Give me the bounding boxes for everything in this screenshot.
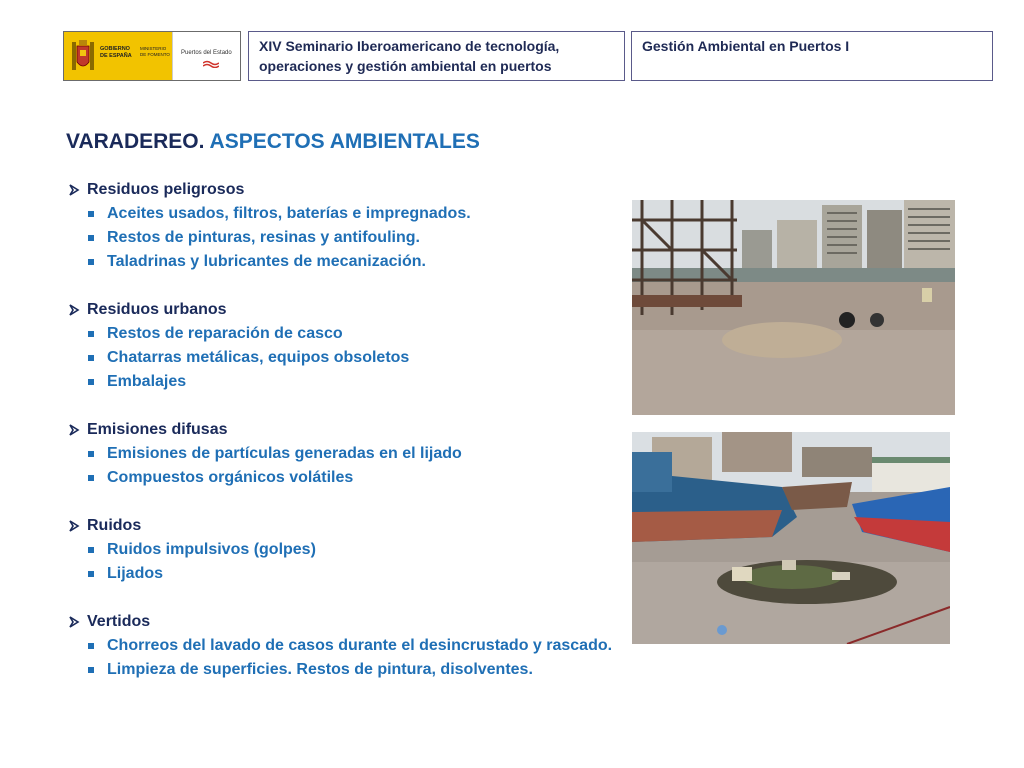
square-bullet-icon [88,259,94,265]
slide-title-part1: VARADEREO. [66,130,205,153]
list-item: Emisiones de partículas generadas en el lijado [68,442,668,466]
arrow-bullet-icon [68,423,82,437]
module-title: Gestión Ambiental en Puertos I [642,38,850,54]
puertos-logo-panel [172,32,240,80]
section-heading: Residuos urbanos [87,301,227,318]
list-item: Chatarras metálicas, equipos obsoletos [68,346,668,370]
seminar-title-line1: XIV Seminario Iberoamericano de tecnología, [259,38,560,54]
list-item: Restos de reparación de casco [68,322,668,346]
puertos-text: Puertos del Estado [181,50,232,56]
square-bullet-icon [88,379,94,385]
section-emisiones-difusas [68,418,668,490]
list-item: Chorreos del lavado de casos durante el desincrustado y rascado. [68,634,668,658]
square-bullet-icon [88,451,94,457]
square-bullet-icon [88,331,94,337]
list-item: Compuestos orgánicos volátiles [68,466,668,490]
list-item: Lijados [68,562,668,586]
list-item: Aceites usados, filtros, baterías e impregnados. [68,202,668,226]
arrow-bullet-icon [68,303,82,317]
section-ruidos [68,514,668,586]
section-heading: Ruidos [87,517,142,534]
list-item: Restos de pinturas, resinas y antifouling. [68,226,668,250]
square-bullet-icon [88,211,94,217]
puertos-wave-icon [203,60,219,68]
arrow-bullet-icon [68,183,82,197]
gobierno-text: GOBIERNO DE ESPAÑA [100,46,132,59]
list-item: Ruidos impulsivos (golpes) [68,538,668,562]
square-bullet-icon [88,547,94,553]
square-bullet-icon [88,643,94,649]
ministerio-text: MINISTERIO DE FOMENTO [140,46,170,57]
section-heading: Residuos peligrosos [87,181,245,198]
list-item: Limpieza de superficies. Restos de pintura, disolventes. [68,658,668,682]
module-title-box [631,31,993,81]
section-residuos-urbanos [68,298,668,394]
square-bullet-icon [88,235,94,241]
square-bullet-icon [88,667,94,673]
government-logo [63,31,241,81]
section-heading: Emisiones difusas [87,421,228,438]
slide-title-part2: ASPECTOS AMBIENTALES [209,130,480,153]
seminar-title-box [248,31,625,81]
square-bullet-icon [88,355,94,361]
section-vertidos [68,610,668,682]
seminar-title-line2: operaciones y gestión ambiental en puertos [259,58,552,74]
boatyard-photo-2 [632,432,950,644]
list-item: Embalajes [68,370,668,394]
gobierno-logo-panel [64,32,172,80]
arrow-bullet-icon [68,519,82,533]
list-item: Taladrinas y lubricantes de mecanización. [68,250,668,274]
slide-title [66,130,480,154]
section-residuos-peligrosos [68,178,668,274]
section-heading: Vertidos [87,613,151,630]
boatyard-photo-1 [632,200,955,415]
coat-of-arms-icon [70,38,96,74]
square-bullet-icon [88,475,94,481]
bullet-content [68,178,668,706]
square-bullet-icon [88,571,94,577]
arrow-bullet-icon [68,615,82,629]
